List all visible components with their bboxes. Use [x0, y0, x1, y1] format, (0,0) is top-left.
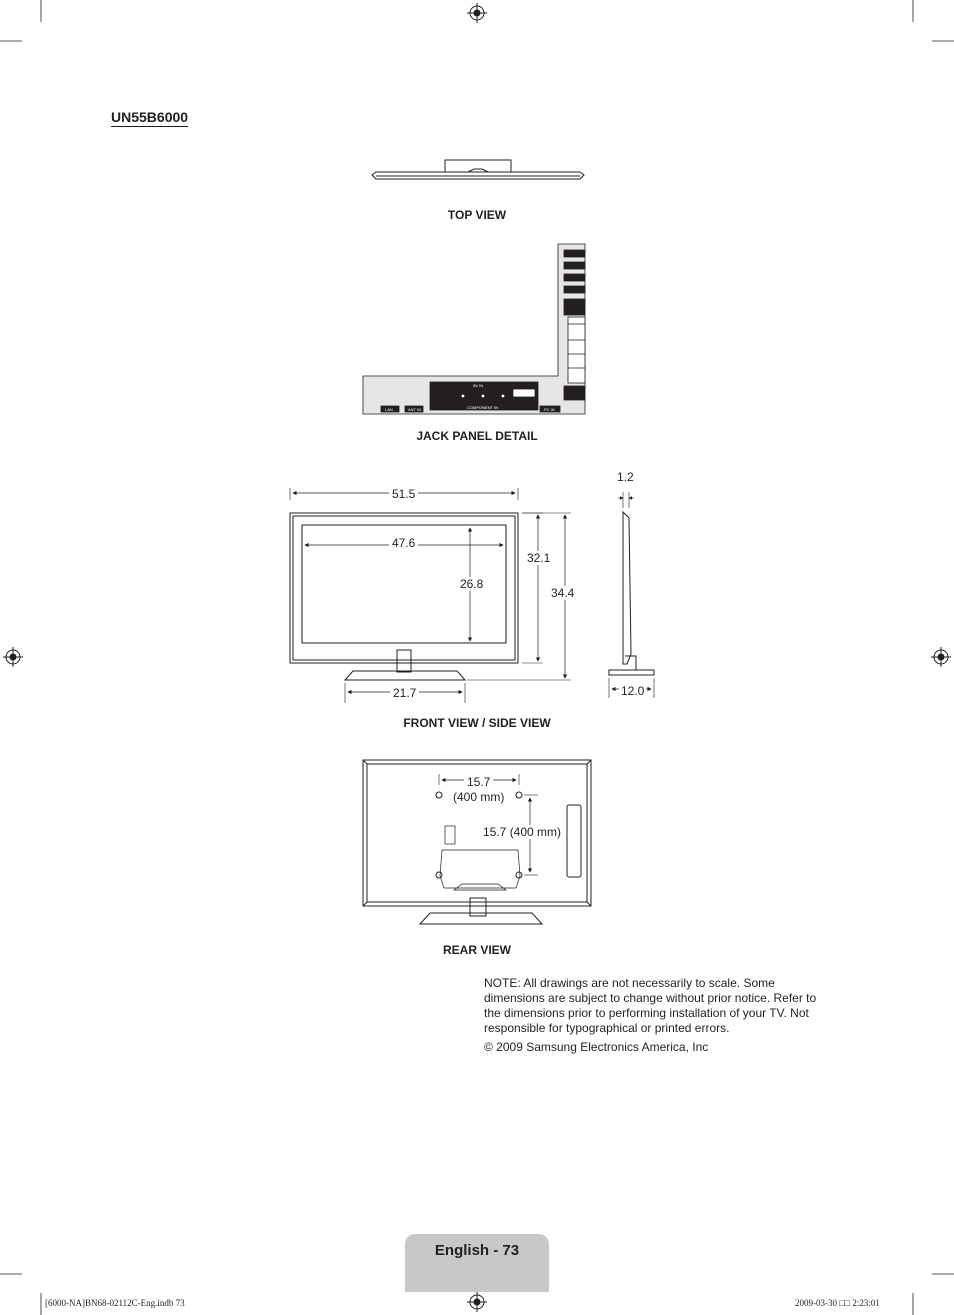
- registration-mark-left: [3, 647, 23, 667]
- footer-file-slug: [6000-NA]BN68-02112C-Eng.indb 73: [45, 1298, 185, 1308]
- dim-stand-width: 21.7: [390, 686, 419, 700]
- copyright-line: © 2009 Samsung Electronics America, Inc: [484, 1040, 709, 1054]
- registration-mark-bottom: [467, 1292, 487, 1312]
- caption-rear-view: REAR VIEW: [442, 943, 511, 957]
- front-view-drawing: [285, 484, 585, 714]
- dim-depth-stand: 12.0: [621, 684, 645, 698]
- note-paragraph: NOTE: All drawings are not necessarily to scale. Some dimensions are subject to change without prior notice. Refer to the dimensions prior to performing installation of your TV. Not responsible for typographical or printed errors.: [484, 976, 817, 1035]
- jack-pc-in-label: PC IN: [544, 407, 555, 412]
- caption-top-view: TOP VIEW: [447, 208, 507, 222]
- dim-screen-height: 26.8: [460, 577, 484, 591]
- jack-panel-drawing: [363, 244, 585, 414]
- jack-lan-label: LAN: [385, 407, 393, 412]
- model-heading: UN55B6000: [111, 109, 189, 125]
- caption-jack-panel: JACK PANEL DETAIL: [416, 429, 538, 443]
- jack-component-in-label: COMPONENT IN: [467, 405, 499, 410]
- dim-screen-width: 47.6: [389, 536, 418, 550]
- page-number-label: English - 73: [434, 1242, 520, 1259]
- registration-mark-top: [467, 3, 487, 23]
- dim-vesa-horizontal-mm: (400 mm): [453, 790, 505, 804]
- dim-total-height: 34.4: [551, 586, 575, 600]
- top-view-drawing: [368, 158, 588, 188]
- footer-timestamp: 2009-03-30 □□ 2:23:01: [795, 1298, 880, 1308]
- caption-front-side-view: FRONT VIEW / SIDE VIEW: [403, 716, 551, 730]
- side-view-drawing: [603, 484, 663, 714]
- dim-depth-body: 1.2: [617, 470, 634, 484]
- dim-body-height: 32.1: [527, 551, 551, 565]
- dim-vesa-horizontal: 15.7: [464, 775, 493, 789]
- dim-overall-width: 51.5: [389, 487, 418, 501]
- jack-ant-in-label: ANT IN: [408, 407, 422, 412]
- registration-mark-right: [931, 647, 951, 667]
- dim-vesa-vertical: 15.7 (400 mm): [483, 825, 562, 839]
- jack-av-in-label: AV IN: [473, 383, 484, 388]
